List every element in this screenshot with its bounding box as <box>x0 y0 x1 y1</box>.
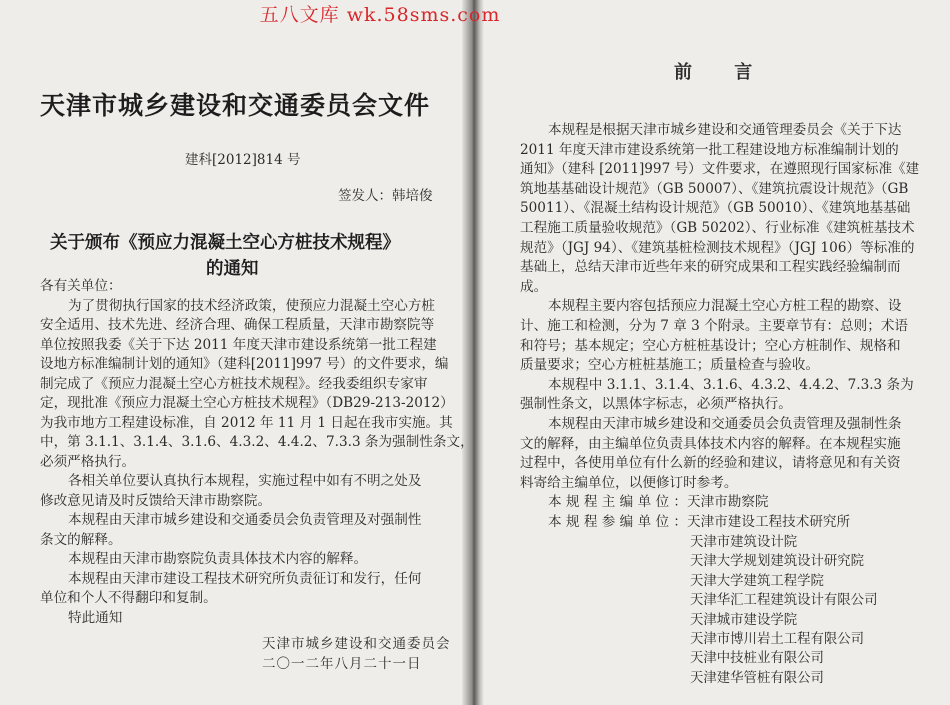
text-line: 和符号；基本规定；空心方桩桩基设计；空心方桩制作、规格和 <box>520 337 901 354</box>
text-line: 过程中，各使用单位有什么新的经验和建议，请将意见和有关资 <box>520 455 901 472</box>
text-line: 规范》（JGJ 94）、《建筑基桩检测技术规程》（JGJ 106）等标准的 <box>520 239 915 256</box>
text-line: 计、施工和检测，分为 7 章 3 个附录。主要章节有：总则；术语 <box>520 317 909 334</box>
text-line: 天津市博川岩土工程有限公司 <box>690 632 865 648</box>
notice-title: 关于颁布《预应力混凝土空心方桩技术规程》 <box>50 233 400 253</box>
text-line: 天津大学建筑工程学院 <box>690 573 824 589</box>
text-line: 定，现批准《预应力混凝土空心方桩技术规程》（DB29-213-2012） <box>40 395 454 411</box>
notice-title-2: 的通知 <box>206 259 259 279</box>
text-line: 工程施工质量验收规范》（GB 50202）、行业标准《建筑桩基技术 <box>520 219 915 236</box>
text-line: 通知》（建科 [2011]997 号）文件要求，在遵照现行国家标准《建 <box>520 161 920 178</box>
text-line: 文的解释，由主编单位负责具体技术内容的解释。在本规程实施 <box>520 435 901 452</box>
participating-units <box>690 533 877 688</box>
text-line: 各相关单位要认真执行本规程，实施过程中如有不明之处及 <box>68 473 422 489</box>
text-line: 天津大学规划建筑设计研究院 <box>690 554 865 570</box>
text-line: 天津建华管桩有限公司 <box>690 670 824 686</box>
org-title: 天津市城乡建设和交通委员会文件 <box>40 91 431 120</box>
text-line: 质量要求；空心方桩桩基施工；质量检查与验收。 <box>520 357 820 374</box>
text-line: 制完成了《预应力混凝土空心方桩技术规程》。经我委组织专家审 <box>40 375 428 392</box>
text-line: 本规程主要内容包括预应力混凝土空心方桩工程的勘察、设 <box>548 298 902 315</box>
text-line: 本规程由天津市城乡建设和交通委员会负责管理及强制性条 <box>548 415 902 432</box>
text-line: 特此通知 <box>68 609 123 626</box>
text-line: 中，第 3.1.1、3.1.4、3.1.6、4.3.2、4.4.2、7.3.3 条为强制性条文， <box>40 434 474 450</box>
watermark: 五八文库 wk.58sms.com <box>259 4 501 26</box>
text-line: 基础上，总结天津市近些年来的研究成果和工程实践经验编制而 <box>520 259 901 276</box>
sign-org: 天津市城乡建设和交通委员会 <box>262 636 451 652</box>
text-line: 本 规 程 参 编 单 位 ：天津市建设工程技术研究所 <box>548 513 851 530</box>
text-line: 2011 年度天津市建设系统第一批工程建设地方标准编制计划的 <box>520 141 899 158</box>
text-line: 设地方标准编制计划的通知》（建科[2011]997 号）的文件要求，编 <box>40 356 449 372</box>
text-line: 天津市建筑设计院 <box>690 535 798 550</box>
text-line: 各有关单位： <box>40 278 122 294</box>
text-line: 必须严格执行。 <box>40 453 136 470</box>
text-line: 天津华汇工程建筑设计有限公司 <box>690 593 878 609</box>
text-line: 本规程是根据天津市城乡建设和交通管理委员会《关于下达 <box>548 122 902 138</box>
text-line: 筑地基基础设计规范》（GB 50007）、《建筑抗震设计规范》（GB <box>520 180 909 197</box>
text-line: 天津中技桩业有限公司 <box>690 651 824 667</box>
text-line: 本规程由天津市建设工程技术研究所负责征订和发行，任何 <box>68 570 422 587</box>
sign-date: 二〇一二年八月二十一日 <box>262 656 422 672</box>
text-line: 为了贯彻执行国家的技术经济政策，使预应力混凝土空心方桩 <box>68 297 436 314</box>
text-line: 条文的解释。 <box>40 531 122 548</box>
text-line: 强制性条文，以黑体字标志，必须严格执行。 <box>520 396 792 413</box>
text-line: 50011）、《混凝土结构设计规范》（GB 50010）、《建筑地基基础 <box>520 200 911 217</box>
text-line: 修改意见请及时反馈给天津市勘察院。 <box>40 492 272 509</box>
text-line: 本规程由天津市勘察院负责具体技术内容的解释。 <box>68 551 368 567</box>
text-line: 料寄给主编单位，以便修订时参考。 <box>520 474 738 491</box>
text-line: 单位和个人不得翻印和复制。 <box>40 590 217 606</box>
text-line: 安全适用、技术先进、经济合理、确保工程质量，天津市勘察院等 <box>40 317 435 333</box>
notice-body <box>40 277 474 628</box>
text-line: 成。 <box>520 278 548 295</box>
text-line: 本规程由天津市城乡建设和交通委员会负责管理及对强制性 <box>68 512 422 528</box>
text-line: 为我市地方工程建设标准，自 2012 年 11 月 1 日起在我市实施。其 <box>40 414 453 431</box>
text-line: 本规程中 3.1.1、3.1.4、3.1.6、4.3.2、4.4.2、7.3.3 条为 <box>548 376 914 393</box>
preface-body <box>520 121 919 532</box>
text-line: 天津城市建设学院 <box>690 612 798 628</box>
preface-heading: 前 言 <box>674 62 771 83</box>
doc-number: 建科[2012]814 号 <box>185 152 301 168</box>
text-line: 单位按照我委《关于下达 2011 年度天津市建设系统第一批工程建 <box>40 336 437 353</box>
text-line: 本 规 程 主 编 单 位 ：天津市勘察院 <box>548 494 769 511</box>
signer: 签发人：韩培俊 <box>338 188 433 204</box>
